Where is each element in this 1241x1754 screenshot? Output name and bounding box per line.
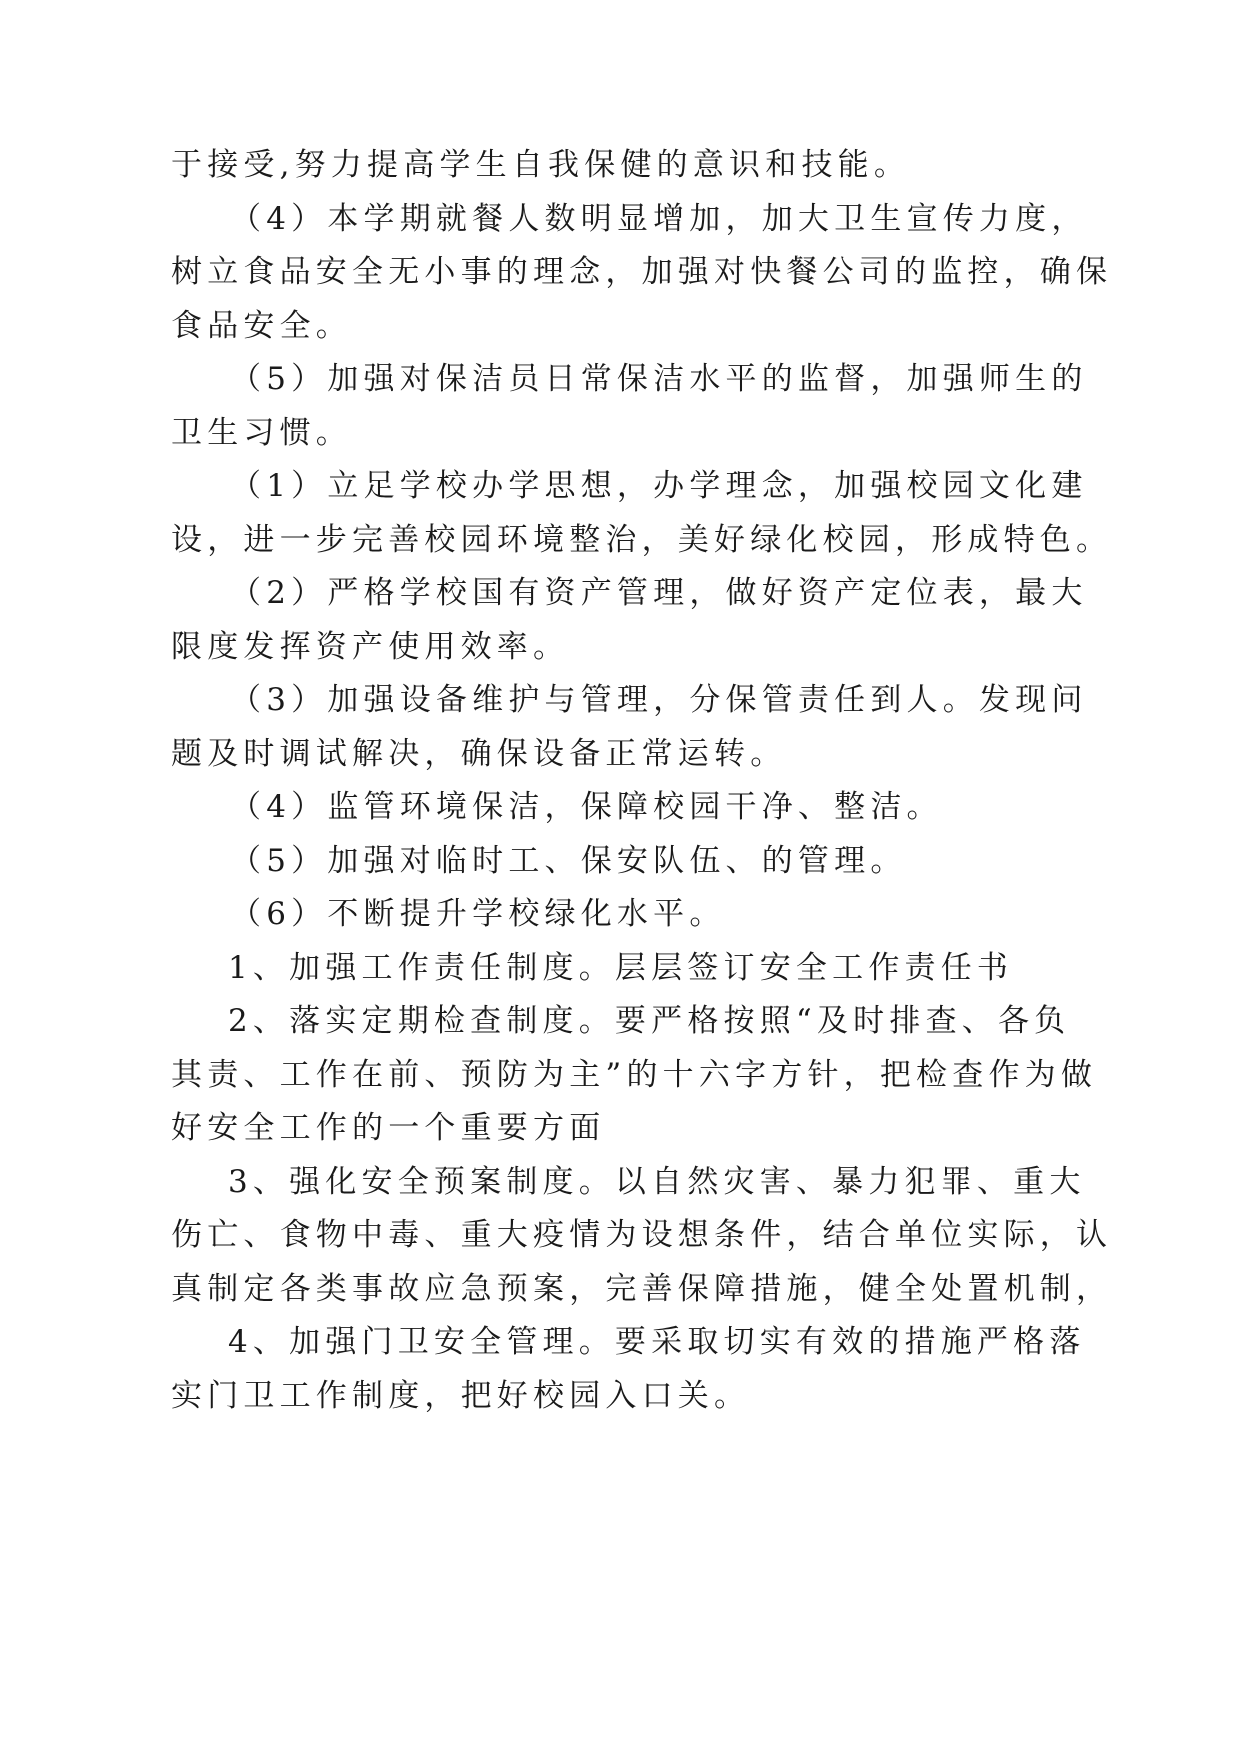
text-line: 其责、工作在前、预防为主”的十六字方针，把检查作为做 <box>171 1057 1098 1093</box>
text-line: 限度发挥资产使用效率。 <box>171 629 570 665</box>
text-line: 设，进一步完善校园环境整治，美好绿化校园，形成特色。 <box>171 522 1113 558</box>
text-line: 伤亡、食物中毒、重大疫情为设想条件，结合单位实际，认 <box>171 1217 1113 1253</box>
text-line: 真制定各类事故应急预案，完善保障措施，健全处置机制， <box>171 1271 1113 1307</box>
text-line: （1）立足学校办学思想，办学理念，加强校园文化建 <box>230 468 1088 504</box>
text-line: 好安全工作的一个重要方面 <box>171 1110 606 1146</box>
text-line: （4）监管环境保洁，保障校园干净、整洁。 <box>230 789 943 825</box>
text-line: （5）加强对保洁员日常保洁水平的监督，加强师生的 <box>230 361 1088 397</box>
text-line: 2、落实定期检查制度。要严格按照“及时排查、各负 <box>228 1003 1071 1039</box>
text-line: （5）加强对临时工、保安队伍、的管理。 <box>230 843 907 879</box>
text-line: 实门卫工作制度，把好校园入口关。 <box>171 1378 751 1414</box>
text-line: 1、加强工作责任制度。层层签订安全工作责任书 <box>228 950 1014 986</box>
text-line: 食品安全。 <box>171 308 352 344</box>
text-line: 3、强化安全预案制度。以自然灾害、暴力犯罪、重大 <box>228 1164 1086 1200</box>
text-line: （6）不断提升学校绿化水平。 <box>230 896 726 932</box>
text-line: 题及时调试解决，确保设备正常运转。 <box>171 736 787 772</box>
text-line: 卫生习惯。 <box>171 415 352 451</box>
text-line: 4、加强门卫安全管理。要采取切实有效的措施严格落 <box>228 1324 1086 1360</box>
text-line: （2）严格学校国有资产管理，做好资产定位表，最大 <box>230 575 1088 611</box>
text-line: （4）本学期就餐人数明显增加，加大卫生宣传力度， <box>230 201 1088 237</box>
text-line: 于接受,努力提高学生自我保健的意识和技能。 <box>171 147 911 183</box>
text-line: 树立食品安全无小事的理念，加强对快餐公司的监控，确保 <box>171 254 1113 290</box>
text-line: （3）加强设备维护与管理，分保管责任到人。发现问 <box>230 682 1088 718</box>
